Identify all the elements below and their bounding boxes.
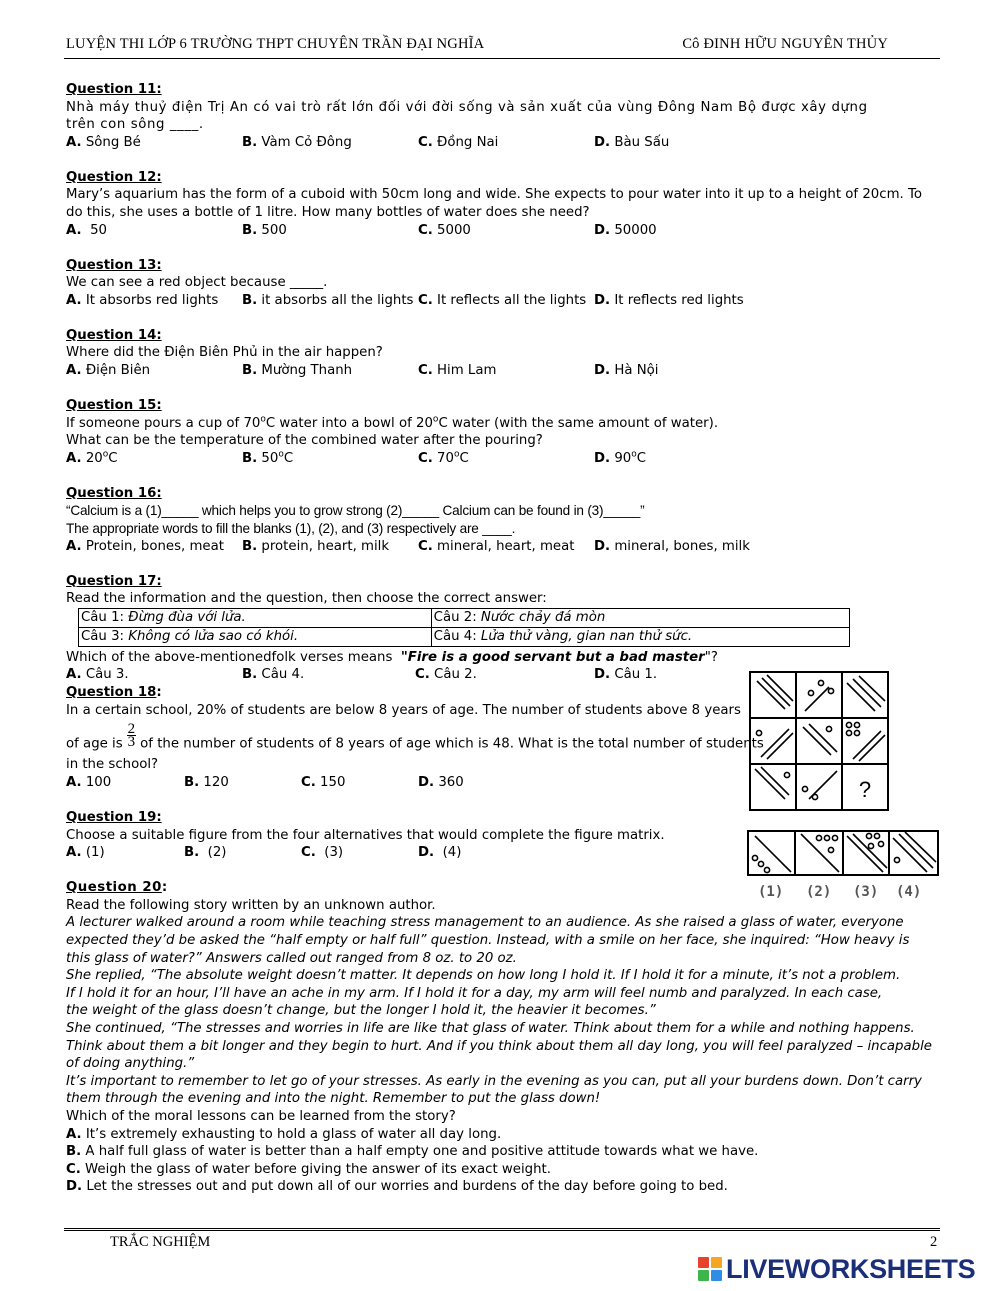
- option-b[interactable]: B. 50$^o$C: [242, 449, 294, 466]
- question-text: Where did the Điện Biên Phủ in the air happen?: [66, 345, 383, 361]
- option-d[interactable]: D. (4): [418, 845, 462, 861]
- question-text: Choose a suitable figure from the four alternatives that would complete the figure matrix.: [66, 827, 665, 843]
- option-c[interactable]: C. mineral, heart, meat: [418, 538, 575, 554]
- question-20: Question 20: Read the following story written by an unknown author. A lecturer walked around a room while teaching stress management to an audience. As she raised a glass of water, everyone expected they’d be asked the “half empty or half full” question. Instead, with a smile on her face, she inquired: “How heavy is this glass of water?” Answers called out ranged from 8 oz. to 20 oz. She replied, “The absolute weight doesn’t matter. It depends on how long I hold it. If I hold it for a minute, it’s not a problem. If I hold it for an hour, I’ll have an ache in my arm. If I hold it for a day, my arm will feel numb and paralyzed. In each case, the weight of the glass doesn’t change, but the longer I hold it, the heavier it becomes.” She continued, “The stresses and worries in life are like that glass of water. Think about them for a while and nothing happens. Think about them a bit longer and they begin to hurt. And if you think about them all day long, you will feel paralyzed – incapable of doing anything.” It’s important to remember to let go of your stresses. As early in the evening as you can, put all your burdens down. Don’t carry them through the evening and into the night. Remember to put the glass down! Which of the moral lessons can be learned from the story? A. It’s extremely exhausting to hold a glass of water all day long. B. A half full glass of water is better than a half empty one and positive attitude towards what we have. C. Weigh the glass of water before giving the answer of its exact weight. D. Let the stresses out and put down all of our worries and burdens of the day before going to bed.: [66, 879, 946, 1196]
- figure-matrix: [749, 671, 889, 811]
- page-number: 2: [930, 1234, 938, 1250]
- question-text: do this, she uses a bottle of 1 litre. How many bottles of water does she need?: [66, 204, 590, 220]
- option-b[interactable]: B. it absorbs all the lights: [242, 292, 414, 308]
- option-b[interactable]: B. Mường Thanh: [242, 362, 353, 378]
- figure-label: (4): [896, 884, 922, 900]
- option-a[interactable]: A. Sông Bé: [66, 134, 141, 150]
- story-line: She continued, “The stresses and worries in life are like that glass of water. Think about them for a while and nothing happens.: [66, 1021, 915, 1036]
- question-title: Question 20: [66, 880, 162, 896]
- question-title: Question 12:: [66, 169, 162, 185]
- option-c[interactable]: C. 70$^o$C: [418, 449, 469, 466]
- question-text: in the school?: [66, 757, 159, 773]
- option-b[interactable]: B. Câu 4.: [242, 667, 305, 683]
- option-c[interactable]: C. Him Lam: [418, 362, 497, 378]
- option-b[interactable]: B. A half full glass of water is better than a half empty one and positive attitude towards what we have.: [66, 1144, 759, 1160]
- question-text: “Calcium is a (1)_____ which helps you to grow strong (2)_____ Calcium can be found in (3)_____”: [66, 503, 645, 519]
- option-d[interactable]: D. Let the stresses out and put down all of our worries and burdens of the day before going to bed.: [66, 1179, 728, 1195]
- story-line: She replied, “The absolute weight doesn’t matter. It depends on how long I hold it. If I hold it for a minute, it’s not a problem.: [66, 968, 901, 984]
- option-a[interactable]: A. It’s extremely exhausting to hold a glass of water all day long.: [66, 1126, 502, 1142]
- option-c[interactable]: C. 5000: [418, 222, 471, 238]
- question-text: Which of the moral lessons can be learned from the story?: [66, 1108, 456, 1124]
- story-line: If I hold it for an hour, I’ll have an ache in my arm. If I hold it for a day, my arm will feel numb and paralyzed. In each case,: [66, 985, 883, 1001]
- header-rule: [64, 58, 940, 59]
- option-d[interactable]: D. 360: [418, 775, 464, 791]
- question-text: Read the information and the question, then choose the correct answer:: [66, 591, 547, 607]
- answer-figures: [747, 830, 939, 878]
- verse-table: [78, 608, 850, 647]
- question-15: [66, 397, 946, 468]
- option-d[interactable]: D. 90$^o$C: [594, 449, 647, 466]
- option-c[interactable]: C. 150: [301, 775, 346, 791]
- option-c[interactable]: C. Weigh the glass of water before giving the answer of its exact weight.: [66, 1161, 551, 1177]
- figure-label: (1): [758, 884, 784, 900]
- option-c[interactable]: C. It reflects all the lights: [418, 292, 587, 308]
- worksheet-content: [66, 81, 946, 1196]
- story: [66, 914, 946, 1108]
- question-title: Question 11:: [66, 82, 162, 97]
- options: [66, 292, 946, 310]
- option-a[interactable]: A. Câu 3.: [66, 667, 129, 683]
- option-b[interactable]: B. Vàm Cỏ Đông: [242, 134, 352, 150]
- question-mark: ?: [858, 777, 872, 802]
- question-text: of age is $\frac{2}{3}$ of the number of students of 8 years of age which is 48. What is the total number of students: [66, 721, 764, 752]
- logo-blocks-icon: [698, 1257, 722, 1281]
- question-title: Question 18: [66, 685, 157, 701]
- question-14: [66, 327, 946, 380]
- verse-cell: Câu 4: Lửa thử vàng, gian nan thử sức.: [431, 627, 849, 646]
- question-title: Question 19:: [66, 810, 162, 826]
- logo-text: LIVEWORKSHEETS: [726, 1253, 976, 1284]
- answer-figure-labels: [748, 884, 938, 904]
- question-text: If someone pours a cup of 70$^o$C water into a bowl of 20$^o$C water (with the same amount of water).: [66, 414, 719, 431]
- footer-rule: [64, 1228, 940, 1231]
- options: [66, 134, 946, 152]
- question-11: [66, 81, 946, 152]
- option-a[interactable]: A. (1): [66, 845, 105, 861]
- story-line: them through the evening and into the night. Remember to put the glass down!: [66, 1091, 601, 1107]
- page-header: [66, 36, 938, 58]
- options: [66, 450, 946, 468]
- header-right: Cô ĐINH HỮU NGUYÊN THỦY: [682, 36, 888, 52]
- option-b[interactable]: B. protein, heart, milk: [242, 538, 390, 554]
- verse-cell: Câu 3: Không có lửa sao có khói.: [79, 627, 432, 646]
- figure-label: (3): [853, 884, 879, 900]
- question-text: What can be the temperature of the combined water after the pouring?: [66, 433, 543, 449]
- verse-cell: Câu 1: Đừng đùa với lửa.: [79, 608, 432, 627]
- liveworksheets-logo: [698, 1254, 975, 1284]
- question-text: Nhà máy thuỷ điện Trị An có vai trò rất lớn đối với đời sống và sản xuất của vùng Đông Nam Bộ được xây dựng: [66, 99, 868, 115]
- question-title: Question 13:: [66, 257, 162, 273]
- question-16: [66, 485, 946, 556]
- option-c[interactable]: C. Đồng Nai: [418, 134, 499, 150]
- story-line: It’s important to remember to let go of your stresses. As early in the evening as you can, put all your burdens down. Don’t carry: [66, 1073, 922, 1089]
- footer-left: TRẮC NGHIỆM: [110, 1234, 211, 1250]
- question-title: Question 14:: [66, 327, 162, 343]
- option-d[interactable]: D. Câu 1.: [594, 667, 658, 683]
- question-text: We can see a red object because _____.: [66, 275, 328, 291]
- option-a[interactable]: A. 20$^o$C: [66, 449, 118, 466]
- story-line: of doing anything.”: [66, 1056, 195, 1072]
- option-d[interactable]: D. 50000: [594, 222, 657, 238]
- option-a[interactable]: A. 100: [66, 775, 112, 791]
- option-a[interactable]: A. It absorbs red lights: [66, 292, 219, 308]
- option-b[interactable]: B. (2): [184, 845, 227, 861]
- option-d[interactable]: D. It reflects red lights: [594, 292, 744, 308]
- option-a[interactable]: A. Protein, bones, meat: [66, 538, 224, 554]
- options: [66, 538, 946, 556]
- option-b[interactable]: B. 120: [184, 775, 229, 791]
- story-line: Think about them a bit longer and they begin to hurt. And if you think about them all day long, you will feel paralyzed – incapable: [66, 1038, 932, 1054]
- question-text: In a certain school, 20% of students are below 8 years of age. The number of students above 8 years: [66, 702, 741, 718]
- question-text: The appropriate words to fill the blanks (1), (2), and (3) respectively are ____.: [66, 520, 516, 536]
- story-line: this glass of water?” Answers called out ranged from 8 oz. to 20 oz.: [66, 950, 517, 966]
- options: [66, 362, 946, 380]
- question-title: Question 16:: [66, 485, 162, 501]
- figure-label: (2): [806, 884, 832, 900]
- question-text: Mary’s aquarium has the form of a cuboid with 50cm long and wide. She expects to pour water into it up to a height of 20cm. To: [66, 187, 922, 203]
- verse-cell: Câu 2: Nước chảy đá mòn: [431, 608, 849, 627]
- option-c[interactable]: C. Câu 2.: [415, 667, 477, 683]
- question-18: Question 18: In a certain school, 20% of students are below 8 years of age. The number of students above 8 years of age is $\frac{2}{3}$ of the number of students of 8 years of age which is 48. What is the total number of students in the school? A. 100 B. 120 C. 150 D. 360: [66, 684, 946, 792]
- option-d[interactable]: D. Bàu Sấu: [594, 134, 670, 150]
- question-text: Read the following story written by an unknown author.: [66, 897, 436, 913]
- question-text: Which of the above-mentionedfolk verses means "Fire is a good servant but a bad master"?: [66, 649, 718, 665]
- option-a[interactable]: A. 50: [66, 222, 107, 238]
- question-12: [66, 169, 946, 240]
- option-d[interactable]: D. Hà Nội: [594, 362, 659, 378]
- option-b[interactable]: B. 500: [242, 222, 287, 238]
- story-line: the weight of the glass doesn’t change, but the longer I hold it, the heavier it becomes.”: [66, 1003, 656, 1019]
- question-17: [66, 573, 946, 685]
- story-line: A lecturer walked around a room while teaching stress management to an audience. As she raised a glass of water, everyone: [66, 915, 904, 931]
- question-title: Question 15:: [66, 397, 162, 413]
- question-text: trên con sông ____.: [66, 117, 204, 133]
- option-d[interactable]: D. mineral, bones, milk: [594, 538, 750, 554]
- options: [66, 222, 946, 240]
- story-line: expected they’d be asked the “half empty or half full” question. Instead, with a smile on her face, she inquired: “How heavy is: [66, 933, 910, 949]
- option-c[interactable]: C. (3): [301, 845, 344, 861]
- question-title: Question 17:: [66, 573, 162, 589]
- question-13: [66, 257, 946, 310]
- fraction: $\frac{2}{3}$: [127, 721, 136, 751]
- option-a[interactable]: A. Điện Biên: [66, 362, 151, 378]
- header-left: LUYỆN THI LỚP 6 TRƯỜNG THPT CHUYÊN TRẦN ĐẠI NGHĨA: [66, 36, 485, 52]
